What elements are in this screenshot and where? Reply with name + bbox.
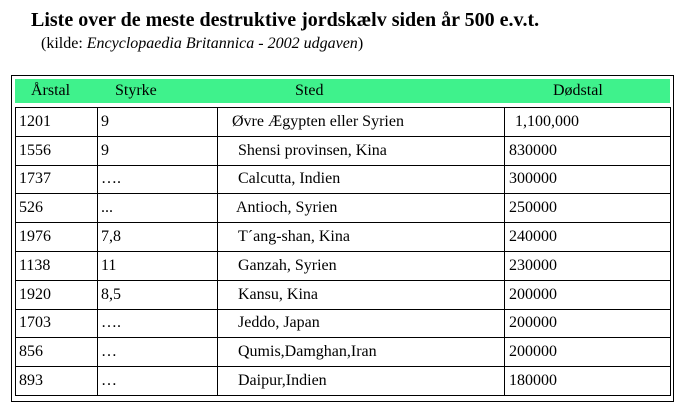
table-row (16, 338, 671, 367)
cell-year-text: 856 (19, 343, 43, 361)
cell-deaths (505, 367, 671, 396)
cell-deaths (505, 194, 671, 223)
cell-year (16, 338, 98, 367)
cell-strength (98, 367, 218, 396)
cell-place-text: Qumis,Damghan,Iran (238, 343, 377, 361)
header-deaths: Dødstal (553, 82, 603, 99)
table-row (16, 194, 671, 223)
cell-deaths-text: 1,100,000 (515, 112, 579, 130)
cell-deaths (505, 108, 671, 137)
table-body (15, 107, 671, 396)
cell-deaths-text: 300000 (509, 170, 557, 188)
cell-deaths-text: 240000 (509, 228, 557, 246)
cell-deaths-text: 180000 (509, 372, 557, 390)
cell-deaths (505, 251, 671, 280)
cell-strength-text: 11 (101, 256, 117, 274)
header-year: Årstal (31, 82, 71, 99)
earthquake-table (11, 75, 674, 402)
table-row (16, 108, 671, 137)
source-prefix: (kilde: (41, 35, 87, 52)
cell-strength-text: 9 (101, 112, 109, 130)
cell-place-text: Øvre Ægypten eller Syrien (232, 112, 404, 130)
cell-deaths-text: 830000 (509, 141, 557, 159)
cell-year (16, 136, 98, 165)
cell-year (16, 367, 98, 396)
cell-year-text: 1920 (19, 285, 51, 303)
cell-year-text: 1201 (19, 112, 51, 130)
cell-year (16, 309, 98, 338)
cell-strength (98, 338, 218, 367)
cell-strength (98, 223, 218, 252)
cell-year (16, 223, 98, 252)
cell-deaths (505, 136, 671, 165)
table-header (15, 79, 670, 103)
cell-place (218, 194, 505, 223)
cell-strength (98, 194, 218, 223)
source-note (41, 35, 363, 53)
cell-strength-text: 9 (101, 141, 109, 159)
cell-place (218, 367, 505, 396)
cell-year (16, 194, 98, 223)
cell-year (16, 108, 98, 137)
table-row (16, 367, 671, 396)
cell-year-text: 1737 (19, 170, 51, 188)
cell-year (16, 280, 98, 309)
cell-strength-text: 8,5 (101, 285, 121, 303)
cell-place (218, 338, 505, 367)
cell-year (16, 251, 98, 280)
cell-strength (98, 108, 218, 137)
cell-place (218, 165, 505, 194)
cell-strength-text: …. (101, 314, 121, 332)
cell-deaths (505, 165, 671, 194)
cell-strength-text: … (101, 343, 117, 361)
cell-place-text: T´ang-shan, Kina (238, 228, 350, 246)
cell-strength (98, 251, 218, 280)
header-strength: Styrke (115, 82, 157, 99)
cell-place-text: Ganzah, Syrien (238, 256, 337, 274)
cell-place-text: Calcutta, Indien (238, 170, 341, 188)
cell-deaths (505, 309, 671, 338)
cell-place-text: Kansu, Kina (238, 285, 318, 303)
cell-deaths (505, 338, 671, 367)
cell-place-text: Daipur,Indien (238, 372, 327, 390)
cell-year-text: 1703 (19, 314, 51, 332)
cell-place (218, 136, 505, 165)
cell-place-text: Shensi provinsen, Kina (238, 141, 387, 159)
cell-year-text: 526 (19, 199, 43, 217)
cell-year (16, 165, 98, 194)
cell-strength (98, 165, 218, 194)
table-row (16, 223, 671, 252)
cell-strength (98, 136, 218, 165)
cell-year-text: 1138 (19, 256, 51, 274)
cell-place (218, 309, 505, 338)
header-place: Sted (295, 82, 324, 99)
cell-deaths-text: 200000 (509, 343, 557, 361)
page-title: Liste over de meste destruktive jordskælv siden år 500 e.v.t. (31, 9, 540, 31)
cell-place-text: Jeddo, Japan (238, 314, 320, 332)
cell-place (218, 251, 505, 280)
cell-strength-text: ... (101, 199, 113, 217)
cell-place (218, 223, 505, 252)
source-suffix: ) (357, 35, 364, 52)
table-row (16, 309, 671, 338)
cell-year-text: 893 (19, 372, 43, 390)
cell-deaths-text: 250000 (509, 199, 557, 217)
table-row (16, 165, 671, 194)
cell-year-text: 1556 (19, 141, 51, 159)
cell-strength (98, 309, 218, 338)
table-row (16, 280, 671, 309)
cell-deaths (505, 280, 671, 309)
cell-strength-text: … (101, 372, 117, 390)
cell-deaths (505, 223, 671, 252)
table-row (16, 136, 671, 165)
cell-strength-text: 7,8 (101, 228, 121, 246)
cell-deaths-text: 200000 (509, 314, 557, 332)
cell-deaths-text: 200000 (509, 285, 557, 303)
table-row (16, 251, 671, 280)
cell-deaths-text: 230000 (509, 256, 557, 274)
cell-strength-text: …. (101, 170, 121, 188)
cell-year-text: 1976 (19, 228, 51, 246)
cell-place (218, 108, 505, 137)
source-title: Encyclopaedia Britannica - 2002 udgaven (86, 35, 358, 52)
cell-strength (98, 280, 218, 309)
cell-place (218, 280, 505, 309)
cell-place-text: Antioch, Syrien (236, 199, 338, 217)
